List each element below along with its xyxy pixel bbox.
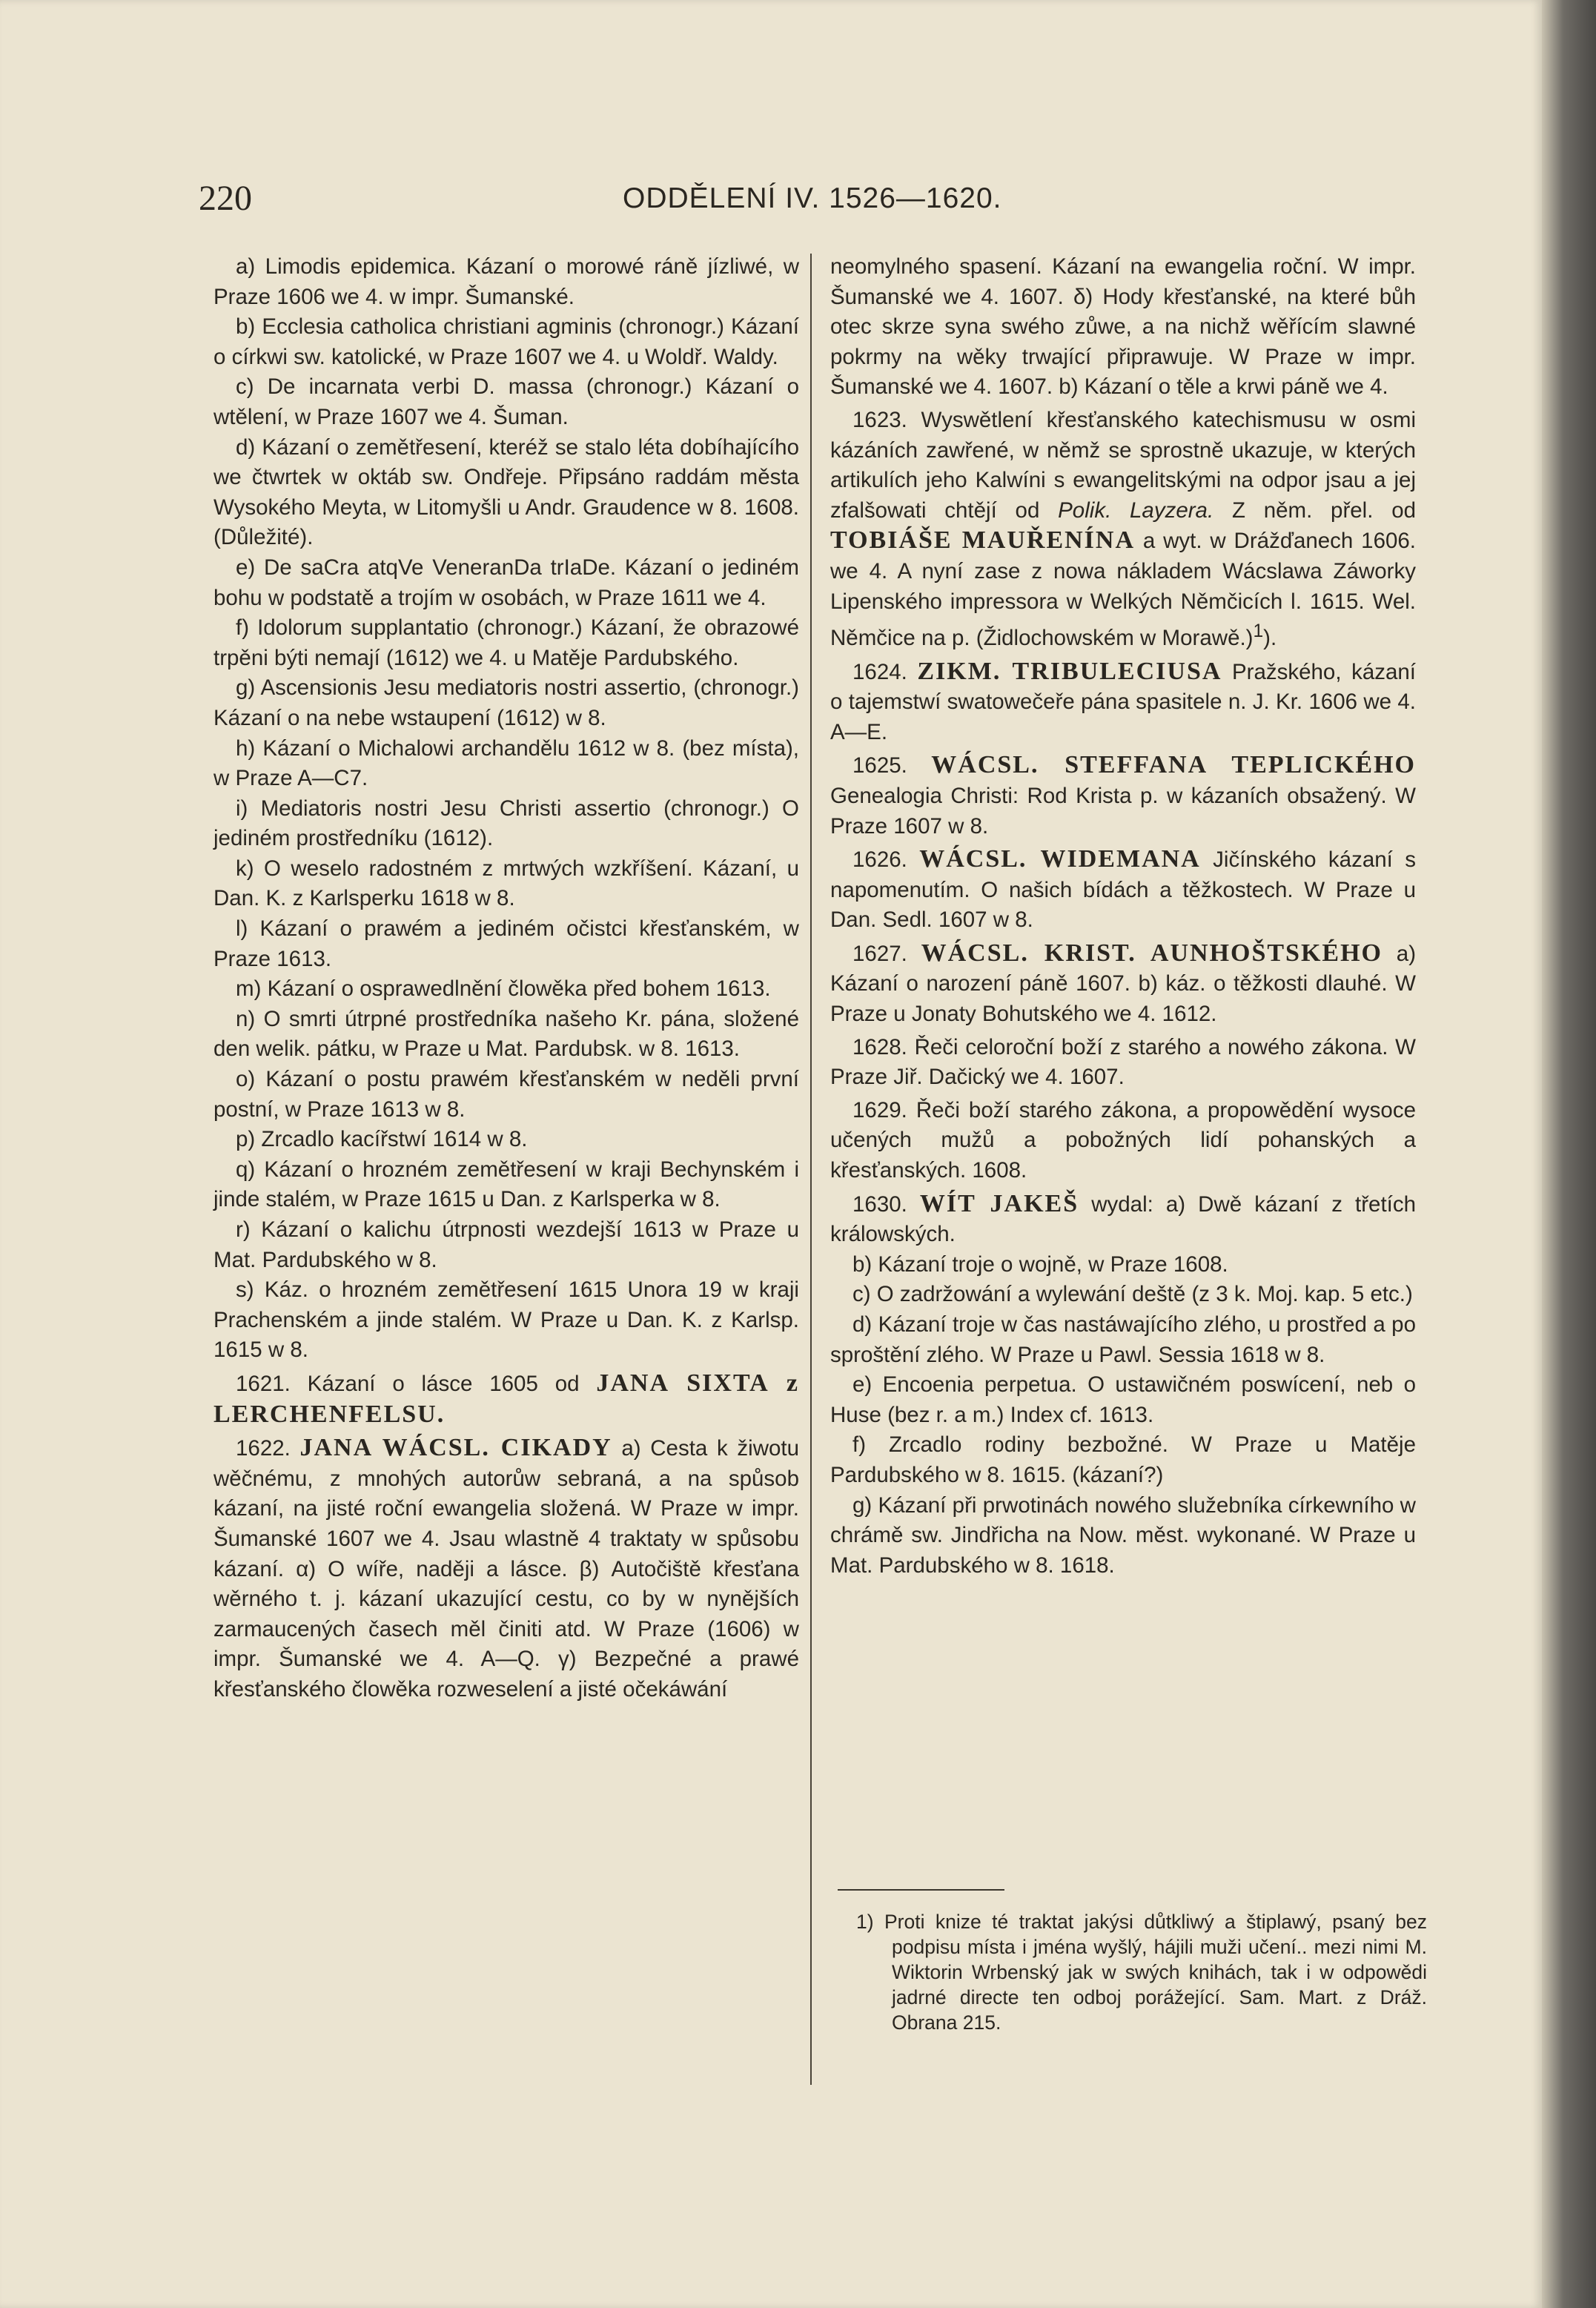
entry-item: p) Zrcadlo kacířstwí 1614 w 8. [236,1127,528,1152]
entry-item: f) Idolorum supplantatio (chronogr.) Kázaní, že obrazowé trpěni býti nemají (1612) we 4. u Matěje Pardubského. [213,615,799,670]
entry-text: Pražského, kázaní o tajemstwí swatowečeře pána spasitele n. J. Kr. 1606 we 4. A—E. [830,659,1416,744]
column-divider [810,254,812,2085]
entry-number: 1621. [236,1371,291,1396]
entry-text: Řeči celoroční boží z starého a nowého zákona. W Praze Jiř. Dačický we 4. 1607. [830,1034,1416,1090]
running-title: ODDĚLENÍ IV. 1526—1620. [623,182,1002,214]
entry-item: f) Zrcadlo rodiny bezbožné. W Praze u Matěje Pardubského w 8. 1615. (kázaní?) [830,1432,1416,1487]
entry-text: ). [1263,625,1277,650]
entry-item: q) Kázaní o hrozném zemětřesení w kraji Bechynském i jinde stalém, w Praze 1615 u Dan. z Karlsperka w 8. [213,1157,799,1212]
entry-number: 1623. [852,407,907,432]
entry-text: Řeči boží starého zákona, a propowědění wysoce učených mužů a pobožných lidí pohanských a křesťanských. 1608. [830,1097,1416,1183]
entry-item: a) Limodis epidemica. Kázaní o morowé ráně jízliwé, w Praze 1606 we 4. w impr. Šumanské. [213,254,799,309]
left-column [213,252,799,1705]
entry-number: 1629. [852,1097,907,1122]
entry-item: b) Ecclesia catholica christiani agminis (chronogr.) Kázaní o církwi sw. katolické, w Praze 1607 we 4. u Woldř. Waldy. [213,314,799,369]
entry-1627 [830,939,1416,1030]
entry-text: Kázaní o lásce 1605 od [307,1371,580,1396]
entry-item: n) O smrti útrpné prostředníka našeho Kr. pána, složené den welik. pátku, w Praze u Mat. Pardubsk. w 8. 1613. [213,1006,799,1062]
entry-text: wydal: a) Dwě kázaní z třetích králowských. [830,1191,1416,1247]
author-name: WÍT JAKEŠ [919,1189,1079,1217]
footnote-text: Proti knize té traktat jakýsi důtkliwý a štiplawý, psaný bez podpisu místa i jména wyšlý, hájili muži učení.. mezi nimi M. Wiktorin Wrbenský jak w swých knihách, tak i w odpowědi jadrné directe ten odboj porážející. Sam. Mart. z Dráž. Obrana 215. [884,1911,1427,2034]
footnote [856,1909,1427,2035]
entry-item: c) De incarnata verbi D. massa (chronogr.) Kázaní o wtělení, w Praze 1607 we 4. Šuman. [213,374,799,429]
entry-item: b) Kázaní troje o wojně, w Praze 1608. [852,1251,1228,1277]
author-name: TOBIÁŠE MAUŘENÍNA [830,526,1136,555]
entry-text: a) Cesta k žiwotu wěčnému, z mnohých autorůw sebraná, a na spůsob kázaní, na jisté roční ewangelia složená. W Praze w impr. Šumanské 1607 we 4. Jsau wlastně 4 traktaty w spůsobu kázaní. α) O wíře, naději a lásce. β) Autočiště křesťana wěrného t. j. kázaní ukazující cestu, co by w nynějších zarmaucených časech měl činiti atd. W Praze (1606) w impr. Šumanské we 4. A—Q. γ) Bezpečné a prawé křesťanského člowěka rozweselení a jisté očekáwání [213,1436,800,1702]
entry-item: e) De saCra atqVe VeneranDa trIaDe. Kázaní o jediném bohu w podstatě a trojím w osobách, w Praze 1611 we 4. [213,555,799,610]
entry-text: Z něm. přel. od [1231,497,1417,523]
entry-1621 [213,1369,799,1430]
entry-number: 1625. [852,753,907,778]
author-name: WÁCSL. STEFFANA TEPLICKÉHO [931,751,1416,779]
entry-item: s) Káz. o hrozném zemětřesení 1615 Unora 19 w kraji Prachenském a jinde stalém. W Praze u Dan. K. z Karlsp. 1615 w 8. [213,1277,799,1363]
entry-1626 [830,844,1416,936]
entry-item: d) Kázaní troje w čas nastáwajícího zlého, u prostřed a po sproštění zlého. W Praze u Pawl. Sessia 1618 w 8. [830,1312,1416,1367]
page-edge [1542,0,1596,2308]
entry-1622 [213,1433,799,1704]
entry-item: c) O zadržowání a wylewání deště (z 3 k. Moj. kap. 5 etc.) [852,1282,1413,1307]
entry-text: Wyswětlení křesťanského katechismusu w osmi kázáních zawřené, w němž se sprostně ukazuje, w kterých artikulích jeho Kalwíni s ewangelitskými na odpor jsau a jej zfalšowati chtějí od [830,407,1416,523]
right-column [830,252,1416,1581]
author-name: JANA SIXTA z LERCHENFELSU. [213,1369,799,1428]
entry-item: o) Kázaní o postu prawém křesťanském w neděli první postní, w Praze 1613 w 8. [213,1067,799,1122]
entry-number: 1627. [852,941,907,966]
entry-number: 1622. [236,1436,291,1461]
entry-item: m) Kázaní o osprawedlnění člowěka před bohem 1613. [236,976,771,1002]
entry-item: i) Mediatoris nostri Jesu Christi assertio (chronogr.) O jediném prostředníku (1612). [213,796,799,851]
entry-item: r) Kázaní o kalichu útrpnosti wezdejší 1613 w Praze u Mat. Pardubského w 8. [213,1217,799,1272]
entry-number: 1626. [852,847,907,873]
entry-1624 [830,657,1416,748]
entry-1630 [830,1189,1416,1250]
footnote-rule [838,1889,1004,1891]
entry-number: 1628. [852,1034,907,1059]
entry-item: d) Kázaní o zemětřesení, kteréž se stalo léta dobíhajícího we čtwrtek w oktáb sw. Ondřeje. Připsáno raddám města Wysokého Meyta, w Litomyšli u Andr. Graudence w 8. 1608. (Důležité). [213,434,799,550]
footnote-ref: 1 [1253,621,1264,642]
entry-item: e) Encoenia perpetua. O ustawičném poswícení, neb o Huse (bez r. a m.) Index cf. 1613. [830,1372,1416,1427]
entry-number: 1624. [852,659,907,684]
entry-1629 [830,1096,1416,1186]
author-name: ZIKM. TRIBULECIUSA [917,657,1222,685]
author-name: JANA WÁCSL. CIKADY [299,1434,612,1462]
entry-1623 [830,406,1416,654]
entry-text: a wyt. w Drážďanech 1606. we 4. A nyní zase z nowa nákladem Wácslawa Záworky Lipenského impressora w Welkých Němčicích l. 1615. Wel. Němčice na p. (Židlochowském w Morawě.) [830,529,1416,650]
entry-text: Jičínského kázaní s napomenutím. O našich bídách a těžkostech. W Praze u Dan. Sedl. 1607 w 8. [830,847,1417,933]
entry-text: a) Kázaní o narození páně 1607. b) káz. o těžkosti dlauhé. W Praze u Jonaty Bohutského we 4. 1612. [830,941,1417,1027]
footnote-number: 1) [856,1911,874,1933]
entry-text: Genealogia Christi: Rod Krista p. w kázaních obsažený. W Praze 1607 w 8. [830,783,1416,839]
author-ref: Polik. Layzera. [1058,497,1214,523]
entry-item: h) Kázaní o Michalowi archandělu 1612 w 8. (bez místa), w Praze A—C7. [213,735,799,791]
entry-1625 [830,750,1416,841]
running-header [199,178,1422,222]
author-name: WÁCSL. WIDEMANA [919,845,1201,873]
entry-item: g) Ascensionis Jesu mediatoris nostri assertio, (chronogr.) Kázaní o na nebe wstaupení (1612) w 8. [213,675,799,730]
continued-text: neomylného spasení. Kázaní na ewangelia roční. W impr. Šumanské we 4. 1607. δ) Hody křesťanské, na které bůh otec skrze syna swého zůwe, a na nichž wěřícím slawné pokrmy na wěky trwající připrawuje. W Praze w impr. Šumanské we 4. 1607. b) Kázaní o těle a krwi páně we 4. [830,254,1416,400]
author-name: WÁCSL. KRIST. AUNHOŠTSKÉHO [921,939,1383,967]
entry-1628 [830,1033,1416,1093]
page-number: 220 [199,179,252,218]
entry-item: l) Kázaní o prawém a jediném očistci křesťanském, w Praze 1613. [213,916,799,971]
entry-number: 1630. [852,1191,907,1217]
entry-item: k) O weselo radostném z mrtwých wzkříšení. Kázaní, u Dan. K. z Karlsperku 1618 w 8. [213,856,799,911]
entry-item: g) Kázaní při prwotinách nowého služebníka církewního w chrámě sw. Jindřicha na Now. měst. wykonané. W Praze u Mat. Pardubského w 8. 1618. [830,1492,1416,1578]
